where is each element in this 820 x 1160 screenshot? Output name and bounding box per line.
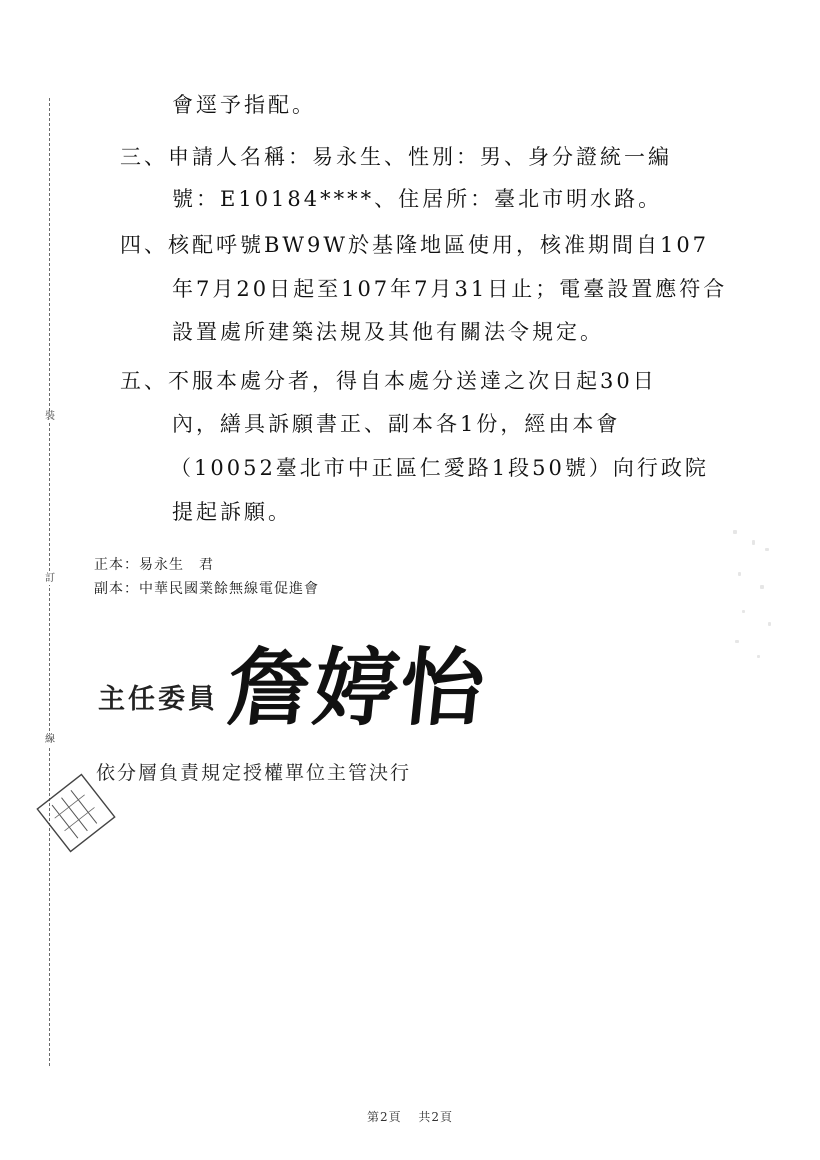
delegation-note: 依分層負責規定授權單位主管決行 [96, 762, 412, 784]
item-4-line-1: 四、核配呼號BW9W於基隆地區使用，核准期間自107 [120, 233, 710, 257]
item-4-line-3: 設置處所建築法規及其他有關法令規定。 [172, 320, 604, 344]
binding-mark-ding: 訂 [45, 573, 55, 584]
item-5-line-1: 五、不服本處分者，得自本處分送達之次日起30日 [120, 369, 657, 393]
original-recipient: 正本：易永生 君 [94, 557, 214, 573]
page-number: 第2頁 [366, 1110, 402, 1124]
officer-title: 主任委員 [98, 684, 218, 715]
page-footer [0, 1108, 820, 1125]
total-pages: 共2頁 [418, 1110, 454, 1124]
item-5-line-4: 提起訴願。 [172, 500, 292, 524]
item-3-line-1: 三、申請人名稱：易永生、性別：男、身分證統一編 [120, 145, 672, 169]
text-line-1: 會逕予指配。 [172, 93, 316, 117]
binding-mark-xian: 線 [45, 734, 55, 745]
binding-mark-zhuang: 裝 [45, 411, 55, 422]
item-5-line-2: 內，繕具訴願書正、副本各1份，經由本會 [172, 412, 621, 436]
copy-recipient: 副本：中華民國業餘無線電促進會 [94, 581, 319, 597]
item-3-line-2: 號：E10184****、住居所：臺北市明水路。 [172, 187, 663, 211]
item-4-line-2: 年7月20日起至107年7月31日止；電臺設置應符合 [172, 277, 728, 301]
item-5-line-3: （10052臺北市中正區仁愛路1段50號）向行政院 [170, 456, 709, 480]
signature: 詹婷怡 [222, 638, 492, 737]
